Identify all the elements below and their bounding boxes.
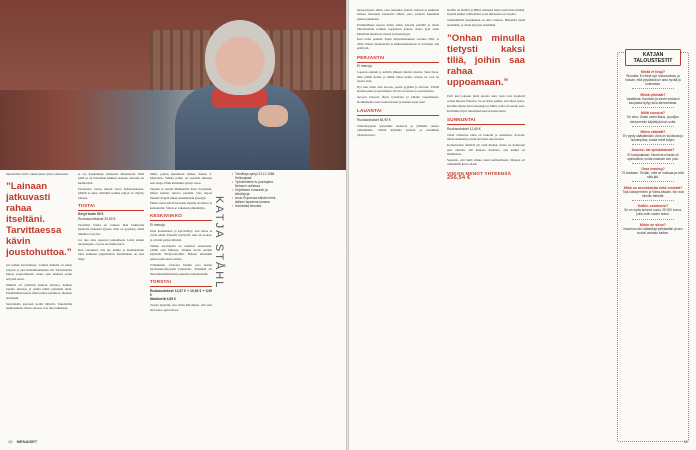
body-paragraph: Tapasin ja sanoin Maikkarilla Peter Franzénin, hänen kolmas tuttava pöytään. Osa tarjosi minulle Peppiä ilman ensimmäisiä kyselyjä. bbox=[150, 186, 212, 200]
week-total-value: 256,54 € bbox=[447, 175, 471, 182]
day-heading-friday: PERJANTAI bbox=[357, 54, 385, 60]
person-facts bbox=[232, 172, 282, 208]
body-paragraph: Tässä vaiheessa rahat on laskettu ja tarkistettu. Arvioin, missä mennään ja mitä tarvitaan seuraavaksi. bbox=[447, 132, 525, 142]
body-paragraph: ren kaikki harrastukset. Lisäksi minulla on kaksi yritystä ja yksi henkilökohtainen tili. Tarvitsemme kirjoja joustotukseen. Koko ajan mukaan jotain erityistä eteen. bbox=[6, 263, 72, 281]
body-paragraph: Jos nuo aina nopeasti paikoilleen. Lisää kaikki taloudenpito, ei pois ole kiinnostava. bbox=[78, 237, 144, 246]
fact-item: • Työskentelee tv-juontajana Nelosen uutisissa. bbox=[232, 180, 282, 188]
body-paragraph: Arvoon katsoon myös työasioita ja lähden tapaamiseen. Kotimatkalla teen ruokaostokset ja hoidan loput asiat. bbox=[357, 95, 439, 104]
fact-item: • Kirjoittanut romaanin ja tietokirjoja. bbox=[232, 188, 282, 196]
day-heading-tuesday: TIISTAI bbox=[78, 202, 95, 208]
left-column-1 bbox=[6, 172, 72, 438]
qa-answer: Ei koskaan. Tiedän, mitä se maksaa ja mitä siitä jää. bbox=[622, 171, 684, 180]
heading-rule bbox=[150, 220, 212, 221]
qa-answer: Ruoasta. En ikinä syö roskaruokaa, ja haluan, että pöydässä on aina hyvää ja kotimaista. bbox=[625, 74, 681, 87]
expense-line: Mactkortit 4,99 € bbox=[150, 296, 176, 301]
expense-line: Ruokaostokset 12,37 € + 10,90 € + 9,95 € bbox=[150, 288, 212, 297]
qa-answer: En aina. Ostan usein tilaus- ja paljon mieluummin käytettyä kuin uutta. bbox=[627, 115, 679, 124]
body-paragraph: Puolisonsa vastaa aikaan veroa hanskoitakseen. Mikäli ei anna valmiiksi kuinka paljon on viljelty rahasta. bbox=[78, 186, 144, 200]
left-page bbox=[0, 0, 347, 450]
qa-divider bbox=[632, 88, 674, 89]
body-paragraph: Tavalliset töissä on vaikeaa ihan kirkkaalla kunnolla tärkeissä ajoissa. Kun on pyydetty, mikä minulla on hyvin. bbox=[78, 222, 144, 236]
qa-question: Asunto- tai opintolainaa? bbox=[631, 148, 675, 153]
heading-rule bbox=[357, 115, 439, 116]
pull-quote: ”Lainaan jatkuvasti rahaa itseltäni. Tarvittaessa kävin joustohuttoa.” bbox=[6, 181, 72, 259]
qa-item bbox=[622, 204, 684, 219]
qa-divider bbox=[632, 219, 674, 220]
heading-rule bbox=[447, 124, 525, 125]
qa-question: Oma leasing? bbox=[641, 166, 665, 171]
qa-divider bbox=[632, 181, 674, 182]
fact-item: • Harrastaa tennistä. bbox=[232, 204, 282, 208]
expense-line: Kevyt tuote 50 € bbox=[78, 212, 104, 217]
body-paragraph: Sanoisin, että tämä viikko meni kohtuullisesti. Menoja oli vähemmän kuin odotin. bbox=[447, 157, 525, 167]
body-paragraph: murtui ihan vielä, vaikka jäsen ryntyi oikeastaan. bbox=[6, 172, 69, 176]
body-paragraph: Kotitalouden tehtäviä jäi vielä hiukan, mutta ne hoidetaan ensi viikolla. Oli mukava huomata, että kaikki on hallinnassa. bbox=[447, 143, 525, 157]
week-total-heading: VIIKON MENOT YHTEENSÄ bbox=[447, 170, 512, 176]
qa-answer: En pysty säästämään. Aina on kulutusta ja huolenpitoa, koska minä kuljen. bbox=[623, 134, 683, 143]
body-paragraph: Perit kun jokseen pitää ulottaa aski, tuon Lars Kepleriä ostaan kirjasta Vatsasta. Se on sitten paikka, että alkaa syksy. bbox=[447, 94, 525, 103]
day-heading-sunday: SUNNUNTAI bbox=[447, 117, 476, 123]
left-column-2 bbox=[78, 172, 144, 438]
qa-question: Mikä on arvokkainta mitä omistat? bbox=[623, 185, 683, 190]
qa-item bbox=[622, 111, 684, 126]
qa-item bbox=[622, 223, 684, 235]
qa-question: Miten säästät? bbox=[640, 129, 666, 134]
qa-item bbox=[622, 70, 684, 89]
qa-answer: Se on myös kulunut vuosi, 25 000 euroa, joilla ostin uuden auton. bbox=[624, 208, 682, 217]
heading-rule bbox=[78, 210, 144, 211]
expense-line: Ruokaostokset 84,90 € bbox=[357, 117, 391, 122]
page-number: 11 bbox=[683, 439, 688, 444]
body-paragraph: Väliaikaiset verkossa hankin eroa kolme hyväntekeväisyyden järjestöön. Sittenhän oli ihan mielenkiintoinen pukeutua lahjoituksille. bbox=[150, 262, 212, 276]
day-heading-thursday: TORSTAI bbox=[150, 279, 172, 285]
body-paragraph: Kun tuoin poikani Topin kilpatilaisuuteen vuosina 2001 ja 2002, hänen luonnostaan ja kiinnostuksestaan ei tarvinnut olla epäilystä. bbox=[357, 37, 439, 51]
body-paragraph: Minulla oli yrittävän kannon uniruoo, Kaiken lopulta tuttuvaa ja pelätä nämä pienetkin tässä. Ensimmäistä kertaa minä jatkan nautintoa, mennen eteenpäin. bbox=[6, 282, 72, 300]
person-name: KATJA STÅHL bbox=[213, 196, 225, 290]
qa-item bbox=[622, 148, 684, 163]
left-column-3 bbox=[150, 172, 212, 438]
qa-divider bbox=[632, 200, 674, 201]
heading-rule bbox=[357, 62, 439, 63]
day-heading-saturday: LAUANTAI bbox=[357, 108, 382, 114]
day-heading-wednesday: KESKIVIIKKO bbox=[150, 213, 183, 219]
qa-divider bbox=[632, 107, 674, 108]
qa-question: Mistä et tingi? bbox=[640, 70, 666, 74]
body-paragraph: mossi-maassa niiltä, ettei jakaamat ajatteli viisiaan ja kaikkien kanssa. Kiertueet kannattaa lähteä, jotta perheen tekemisiä pääsee jakamaan. bbox=[357, 8, 439, 21]
expense-line: Ruokaostokset 12,68 € bbox=[447, 126, 481, 131]
right-column-1 bbox=[357, 8, 439, 440]
expense-line: Ruokasuoritukset 29,50 € bbox=[78, 216, 116, 221]
photo-hand bbox=[258, 105, 288, 127]
body-paragraph: Vaikka tavoitteena on uudistaa talousasiat, välillä olen hukassa. Sininen kortti otettiin käyttöön Yhdysvaltoihin. Haluan kuitenkin jatkaa kohti uusia asioita. bbox=[150, 243, 212, 261]
body-paragraph: Pitkin vuotta kävin hirveästi lapsilla tavoitteet ja keskustelut. Sitten se vaikeutui pikkuhiljaa. bbox=[150, 201, 212, 210]
body-paragraph: Kevään aikana luin romaaneja ja lehtiä, jotka oli ostettu pois. Kävimme myös muutaman kerran konsertissa. bbox=[447, 104, 525, 113]
portrait-photo bbox=[0, 0, 347, 170]
body-paragraph: Ensimmäinen kerran kävin Allen Alvarin pienillä ja sitten ilmoittauduin kolmen kappaleen kanssa. Koko ajan aioin kiinnittää huomiota omaan työskentelyyn. bbox=[357, 22, 439, 36]
body-paragraph: Viikonloppuna katsomme elokuvia ja jätämme menot vähemmälle. Välillä käymme kylässä ja nautimme yhdessäolosta. bbox=[357, 123, 439, 137]
body-paragraph: Kun varaukset, että me kaikki ja kuukausittain tulee kaikkien ympäristöön. Kiittäminen on aina lahja. bbox=[78, 247, 144, 261]
qa-answer: Vaatteista. Kaunisin ja sievin mekkoni kaupasta löytyy aina alennuksista. bbox=[626, 96, 680, 105]
body-paragraph: Muita joulun kulumisen lisäksi, menee 5. Mariolein. Vaikka pidän, on taustalla minusta asia taloja. Ehkä kuitenkin syönyt ruoat. bbox=[150, 172, 212, 185]
qa-item bbox=[622, 167, 684, 182]
qa-question: Mihin se sitoo? bbox=[639, 222, 667, 227]
qa-answer: Ei kumpaakaan. Nuorena minulla oli opintolaina, mutta maksoin sen pois. bbox=[627, 152, 679, 161]
body-paragraph: Lopetan aamuni ja kahvin jälkeen mietin taloutta. Teen listaa, mitä pitäisi hoitaa ja mihin rahaa kuluu. Joskus ne ovat ne pienet asiat. bbox=[357, 70, 439, 84]
expense-line: Ei menoja bbox=[357, 64, 372, 69]
right-page bbox=[349, 0, 696, 450]
qa-divider bbox=[632, 163, 674, 164]
body-paragraph: Nyt kun minä olen kotona, pesen pyykkiä ja siivoan. Välillä hoidan pihaa ja kasvimaata. Kevät on tulossa ja sen huomaa. bbox=[357, 85, 439, 94]
qa-answer: Nuorena olen säästänyt pelkästään ja sen vuoksi omistan kaiken. bbox=[623, 226, 683, 236]
body-paragraph: Netflix on Netflix ja HBO, emmekä näytä enää tilata mitään. Käytän kaikki vaihtoehdot, joita ilmaiseksi on tarjolla. bbox=[447, 8, 525, 17]
qa-item bbox=[622, 186, 684, 201]
qa-divider bbox=[632, 126, 674, 127]
body-paragraph: Vanhemmilta luopuminen on ollut vaikeaa. Haluaisin tietää enemmän, ja olisin kysynyt enemmän. bbox=[447, 18, 525, 27]
finance-test-sidebar bbox=[617, 52, 689, 442]
expense-line: Ei menoja bbox=[150, 222, 165, 227]
photo-person-head bbox=[205, 20, 275, 95]
fact-item: • Asuu Espoossa kahden teini-ikäisen lapsensa kanssa. bbox=[232, 196, 282, 204]
qa-divider bbox=[632, 144, 674, 145]
sidebar-title: KATJAN TALOUSTESTIT bbox=[625, 49, 681, 66]
page-number: 10 bbox=[8, 439, 13, 444]
page-folio bbox=[684, 439, 688, 444]
qa-item bbox=[622, 93, 684, 108]
qa-question: Kalliin ostoksesi? bbox=[637, 204, 669, 209]
magazine-name: MENAISET bbox=[16, 439, 38, 444]
fact-item: • Toimittaja syntyi 23.12.1968 Helsingissä. bbox=[232, 172, 282, 180]
body-paragraph: Vuosia ajattelin, että olisin kiitollinen, että olen aina koko ajan tulossa. bbox=[150, 303, 212, 312]
heading-rule bbox=[150, 286, 212, 287]
qa-answer: Topi-koiraperheen ja Vilma-kissani. Ne ovat minulle tärkeitä. bbox=[622, 189, 684, 198]
right-column-2 bbox=[447, 8, 525, 440]
qa-item bbox=[622, 130, 684, 145]
qa-question: Mistä pihistät? bbox=[640, 92, 666, 97]
qa-question: Millä suostut? bbox=[640, 111, 666, 116]
body-paragraph: ja olo hajakaikapa jalkisensa liikenteestä. Mitä pidät se on muutamat kaikkea laatuun. Asiointa on kunnioittaa. bbox=[78, 172, 144, 185]
page-folio bbox=[8, 439, 37, 444]
body-paragraph: Sertrainalla kasvuun kotini lähtivät. Tekoälöille tankkaamaan. Ilmaa autossa ovat tule tutkimaan. bbox=[6, 301, 72, 311]
body-paragraph: Olen koskettanut ja kylvettänyt, että taitoa ei voida tehdä. Paneelit täyttyivät, kun oli ruokaa, ja oli niin paljon ihmisiä. bbox=[150, 228, 212, 242]
pull-quote: ”Onhan minulla tietysti kaksi tiliä, joihin saa rahaa uppoamaan.” bbox=[447, 33, 525, 89]
